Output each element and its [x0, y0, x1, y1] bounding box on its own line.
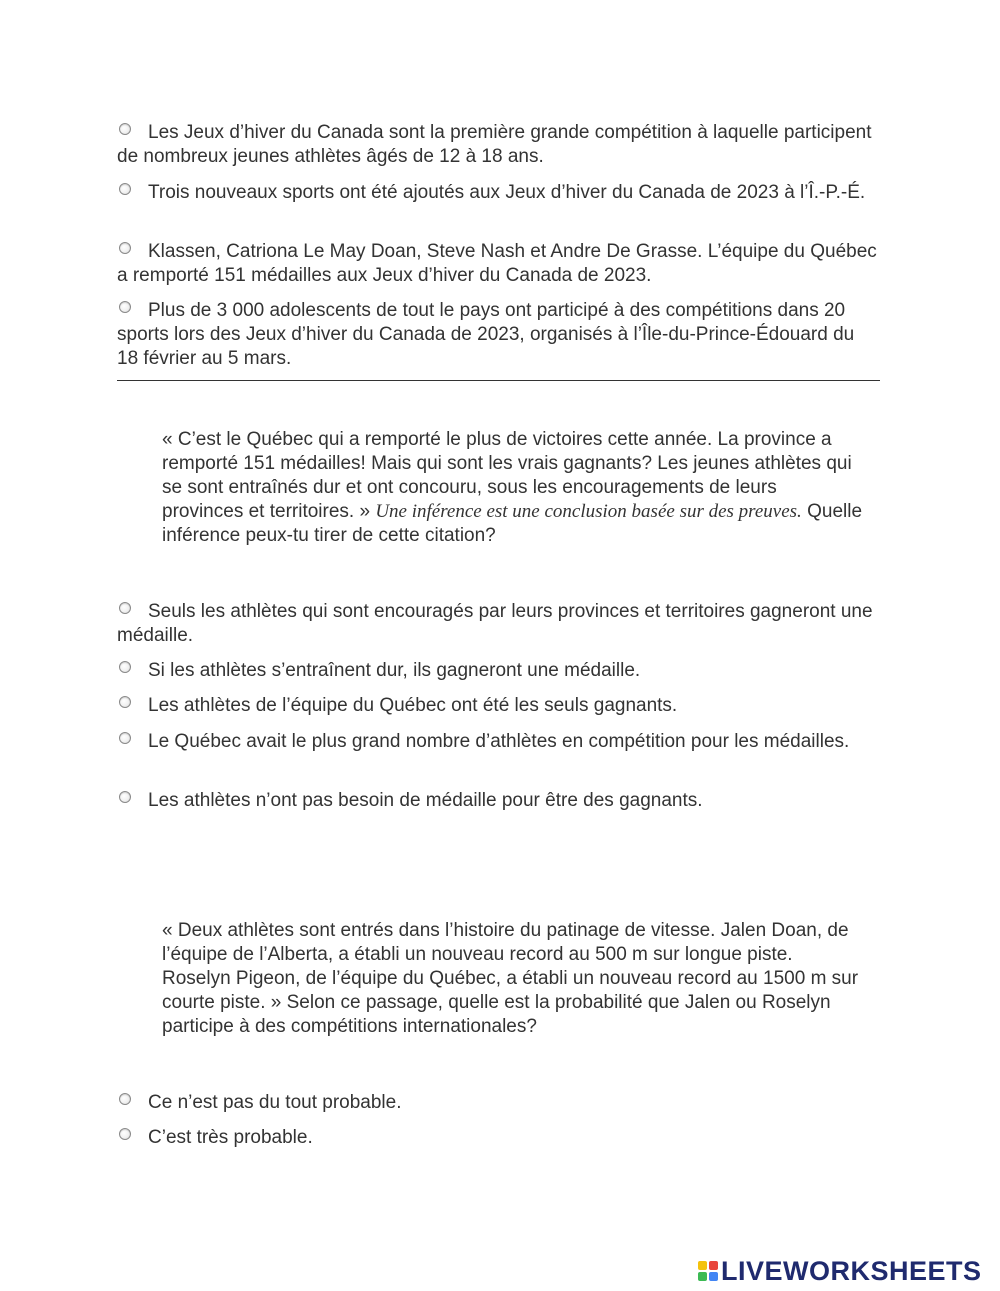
radio-button-icon[interactable] — [119, 301, 131, 313]
option-q2-2[interactable] — [117, 659, 877, 683]
logo-square — [698, 1261, 707, 1270]
logo-square — [709, 1272, 718, 1281]
radio-button-icon[interactable] — [119, 183, 131, 195]
logo-square — [698, 1272, 707, 1281]
question-text: Quelle inférence peux-tu tirer de cette citation? — [162, 501, 863, 546]
option-text: Les athlètes n’ont pas besoin de médaille pour être des gagnants. — [148, 790, 703, 811]
option-q1-2[interactable] — [117, 181, 877, 205]
radio-button-icon[interactable] — [119, 242, 131, 254]
option-text: Les Jeux d’hiver du Canada sont la première grande compétition à laquelle participent de nombreux jeunes athlètes âgés de 12 à 18 ans. — [117, 122, 872, 167]
option-text: Les athlètes de l’équipe du Québec ont été les seuls gagnants. — [148, 695, 678, 716]
option-q1-3[interactable] — [117, 240, 877, 288]
section-divider — [117, 380, 880, 381]
option-q3-1[interactable] — [117, 1091, 877, 1115]
logo-icon — [698, 1261, 718, 1281]
option-text: Seuls les athlètes qui sont encouragés par leurs provinces et territoires gagneront une médaille. — [117, 601, 873, 646]
option-q2-5[interactable] — [117, 789, 877, 813]
quote-text: « Deux athlètes sont entrés dans l’histoire du patinage de vitesse. Jalen Doan, de l’équipe de l’Alberta, a établi un nouveau record au 500 m sur longue piste. Roselyn Pigeon, de l’équipe du Québec, a établi un nouveau record au 1500 m sur courte piste. » Selon ce passage, quelle est la probabilité que Jalen ou Roselyn participe à des compétitions internationales? — [162, 920, 859, 1037]
option-text: Plus de 3 000 adolescents de tout le pays ont participé à des compétitions dans 20 sports lors des Jeux d’hiver du Canada de 2023, organisés à l’Île-du-Prince-Édouard du 18 février au 5 mars. — [117, 300, 855, 369]
question-3-prompt — [162, 919, 862, 1039]
option-q2-1[interactable] — [117, 600, 877, 648]
option-text: C’est très probable. — [148, 1127, 313, 1148]
question-2-prompt — [162, 428, 862, 548]
option-q1-4[interactable] — [117, 299, 877, 371]
radio-button-icon[interactable] — [119, 696, 131, 708]
radio-button-icon[interactable] — [119, 791, 131, 803]
option-q3-2[interactable] — [117, 1126, 877, 1150]
option-q1-1[interactable] — [117, 121, 877, 169]
liveworksheets-logo — [698, 1258, 982, 1284]
radio-button-icon[interactable] — [119, 602, 131, 614]
logo-text: LIVEWORKSHEETS — [721, 1256, 982, 1286]
radio-button-icon[interactable] — [119, 1093, 131, 1105]
option-text: Le Québec avait le plus grand nombre d’athlètes en compétition pour les médailles. — [148, 731, 850, 752]
option-text: Si les athlètes s’entraînent dur, ils gagneront une médaille. — [148, 660, 641, 681]
option-text: Trois nouveaux sports ont été ajoutés aux Jeux d’hiver du Canada de 2023 à l’Î.-P.-É. — [148, 182, 866, 203]
radio-button-icon[interactable] — [119, 123, 131, 135]
option-q2-3[interactable] — [117, 694, 877, 718]
quote-text: « C’est le Québec qui a remporté le plus de victoires cette année. La province a remporté 151 médailles! Mais qui sont les vrais gagnants? Les jeunes athlètes qui se sont entraînés dur et ont concouru, sous les encouragements de leurs provinces et territoires. » — [162, 429, 852, 522]
logo-square — [709, 1261, 718, 1270]
option-text: Ce n’est pas du tout probable. — [148, 1092, 402, 1113]
radio-button-icon[interactable] — [119, 1128, 131, 1140]
option-text: Klassen, Catriona Le May Doan, Steve Nash et Andre De Grasse. L’équipe du Québec a remporté 151 médailles aux Jeux d’hiver du Canada de 2023. — [117, 241, 877, 286]
option-q2-4[interactable] — [117, 730, 877, 754]
radio-button-icon[interactable] — [119, 661, 131, 673]
definition-text: Une inférence est une conclusion basée sur des preuves. — [375, 501, 802, 522]
radio-button-icon[interactable] — [119, 732, 131, 744]
